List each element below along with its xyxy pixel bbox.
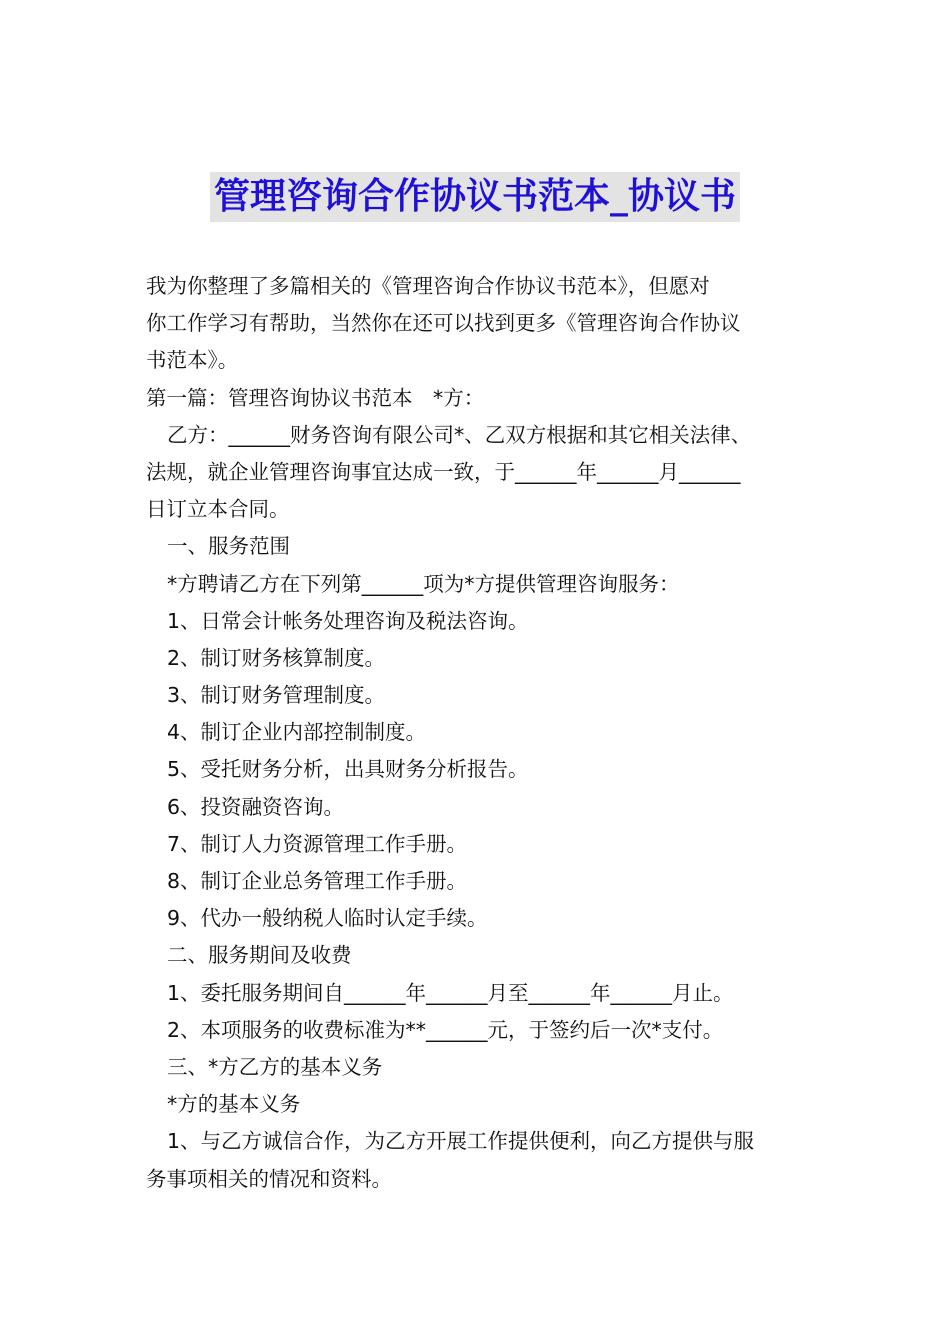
list-item: 2、本项服务的收费标准为**______元，于签约后一次*支付。: [167, 1017, 724, 1042]
body-line: 你工作学习有帮助，当然你在还可以找到更多《管理咨询合作协议: [146, 311, 741, 336]
body-line: 法规，就企业管理咨询事宜达成一致，于______年______月______: [146, 459, 741, 484]
list-item: 7、制订人力资源管理工作手册。: [167, 831, 468, 856]
list-item: 5、受托财务分析，出具财务分析报告。: [167, 757, 529, 782]
section-heading: 二、服务期间及收费: [167, 943, 352, 968]
list-item: 3、制订财务管理制度。: [167, 683, 386, 708]
body-line: *方聘请乙方在下列第______项为*方提供管理咨询服务：: [167, 571, 680, 596]
list-item: 6、投资融资咨询。: [167, 794, 345, 819]
body-line: 第一篇：管理咨询协议书范本 *方：: [146, 385, 485, 410]
body-line: 乙方：______财务咨询有限公司*、乙双方根据和其它相关法律、: [167, 422, 752, 447]
list-item: 1、日常会计帐务处理咨询及税法咨询。: [167, 608, 529, 633]
list-item: 8、制订企业总务管理工作手册。: [167, 869, 468, 893]
body-line: 务事项相关的情况和资料。: [146, 1166, 392, 1191]
list-item: 1、与乙方诚信合作，为乙方开展工作提供便利，向乙方提供与服: [167, 1129, 755, 1154]
list-item: 1、委托服务期间自______年______月至______年______月止。: [167, 980, 734, 1005]
list-item: 2、制订财务核算制度。: [167, 645, 386, 670]
body-line: 书范本》。: [146, 348, 239, 373]
list-item: 4、制订企业内部控制制度。: [167, 720, 427, 745]
document-body: [146, 268, 810, 1198]
document-title: 管理咨询合作协议书范本_协议书: [210, 172, 740, 222]
body-line: 我为你整理了多篇相关的《管理咨询合作协议书范本》，但愿对: [146, 274, 710, 298]
list-item: 9、代办一般纳税人临时认定手续。: [167, 906, 488, 931]
body-line: 日订立本合同。: [146, 497, 290, 522]
section-heading: 三、*方乙方的基本义务: [167, 1054, 383, 1079]
section-heading: 一、服务范围: [167, 534, 290, 559]
title-container: [0, 172, 950, 222]
body-line: *方的基本义务: [167, 1092, 301, 1117]
